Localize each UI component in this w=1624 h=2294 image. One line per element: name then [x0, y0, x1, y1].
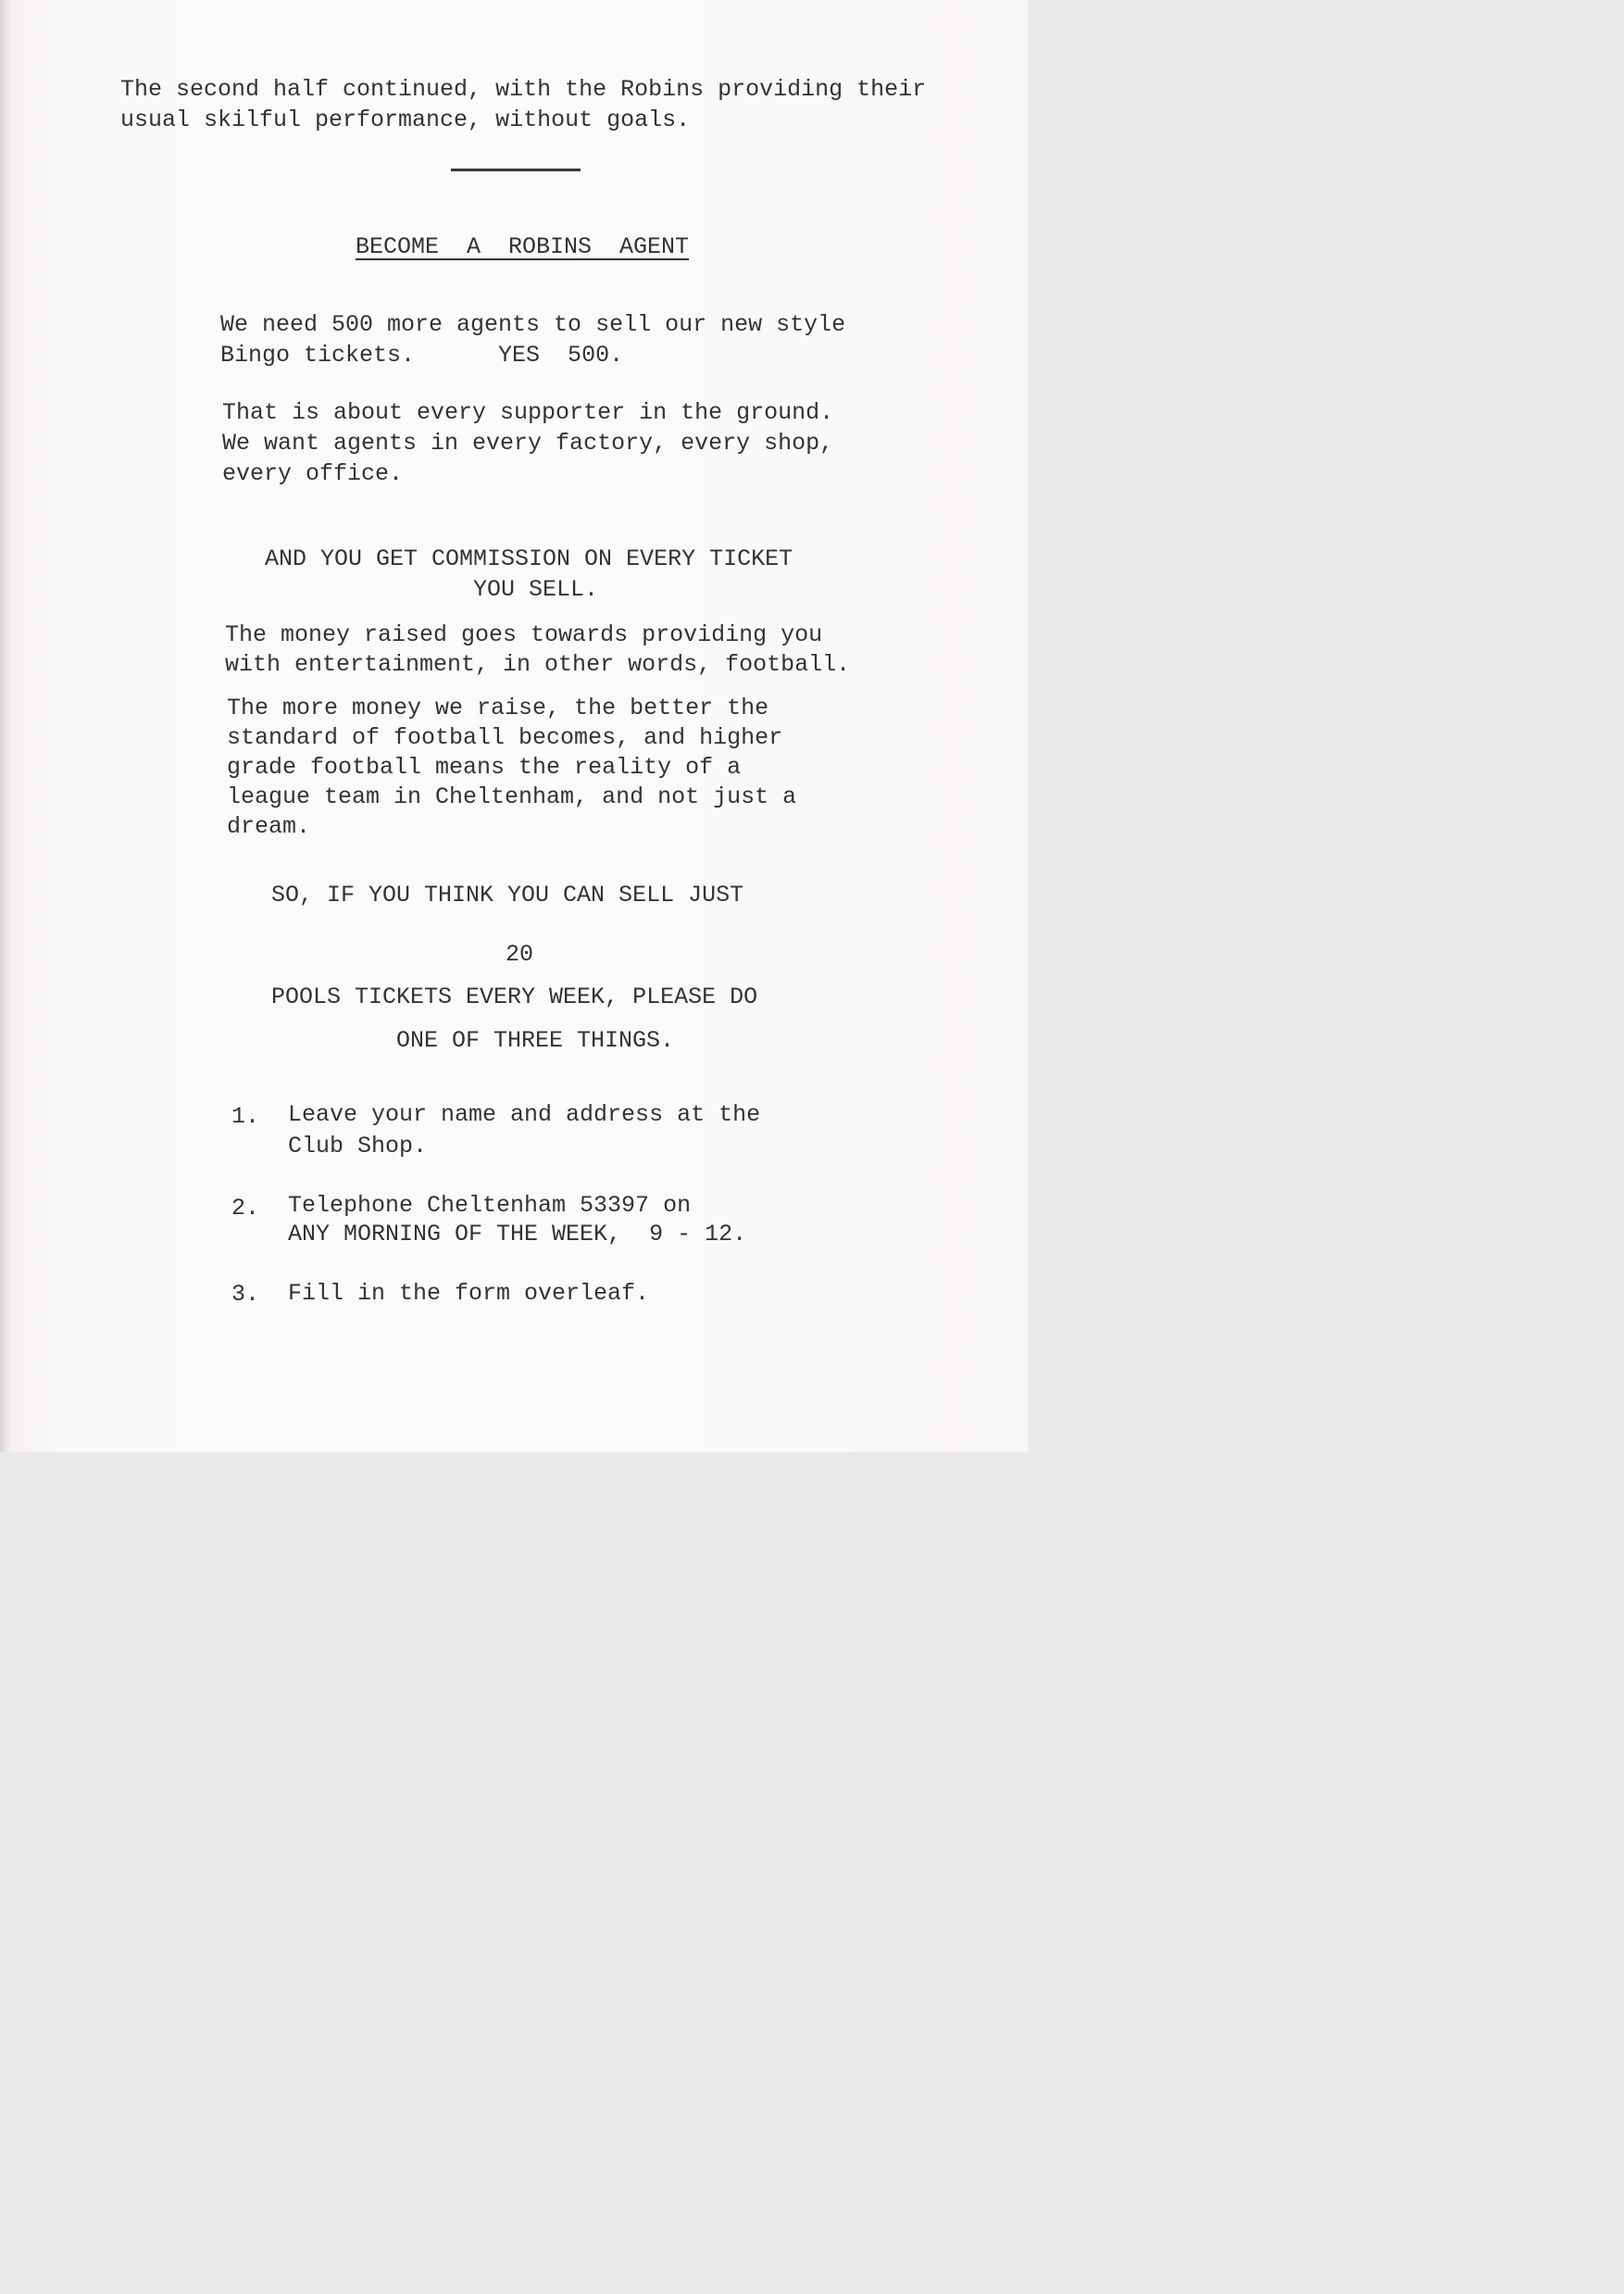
option-2-line-1: Telephone Cheltenham 53397 on — [288, 1192, 692, 1219]
commission-line-1: AND YOU GET COMMISSION ON EVERY TICKET — [265, 545, 793, 572]
option-2-number: 2. — [231, 1195, 260, 1222]
intro-line-1: The second half continued, with the Robins providing their — [120, 76, 927, 103]
callout-line-1: SO, IF YOU THINK YOU CAN SELL JUST — [271, 882, 744, 909]
para3-line-2: with entertainment, in other words, football. — [225, 651, 851, 678]
callout-number: 20 — [506, 941, 534, 968]
option-1-number: 1. — [231, 1103, 260, 1130]
section-heading: BECOME A ROBINS AGENT — [356, 233, 690, 260]
option-2-line-2: ANY MORNING OF THE WEEK, 9 - 12. — [288, 1221, 747, 1247]
option-3-line-1: Fill in the form overleaf. — [288, 1280, 650, 1307]
para1-line-2: Bingo tickets. YES 500. — [220, 342, 624, 369]
para1-line-1: We need 500 more agents to sell our new style — [220, 311, 846, 338]
intro-line-2: usual skilful performance, without goals. — [120, 107, 691, 133]
para2-line-2: We want agents in every factory, every shop, — [222, 430, 834, 457]
commission-line-2: YOU SELL. — [473, 576, 599, 603]
page-binding-edge — [0, 0, 11, 1452]
para4-line-3: grade football means the reality of a — [227, 754, 742, 781]
para2-line-3: every office. — [222, 460, 404, 487]
callout-line-2: POOLS TICKETS EVERY WEEK, PLEASE DO — [271, 984, 758, 1010]
para3-line-1: The money raised goes towards providing you — [225, 621, 823, 648]
option-1-line-2: Club Shop. — [288, 1133, 428, 1160]
para4-line-4: league team in Cheltenham, and not just a — [227, 783, 797, 810]
option-3-number: 3. — [231, 1281, 260, 1308]
para4-line-5: dream. — [227, 813, 311, 840]
section-divider — [451, 169, 581, 171]
para4-line-2: standard of football becomes, and higher — [227, 724, 783, 751]
para4-line-1: The more money we raise, the better the — [227, 695, 769, 721]
option-1-line-1: Leave your name and address at the — [288, 1101, 761, 1128]
para2-line-1: That is about every supporter in the ground. — [222, 399, 834, 426]
typewritten-page — [0, 0, 1028, 1452]
callout-line-3: ONE OF THREE THINGS. — [396, 1027, 675, 1054]
